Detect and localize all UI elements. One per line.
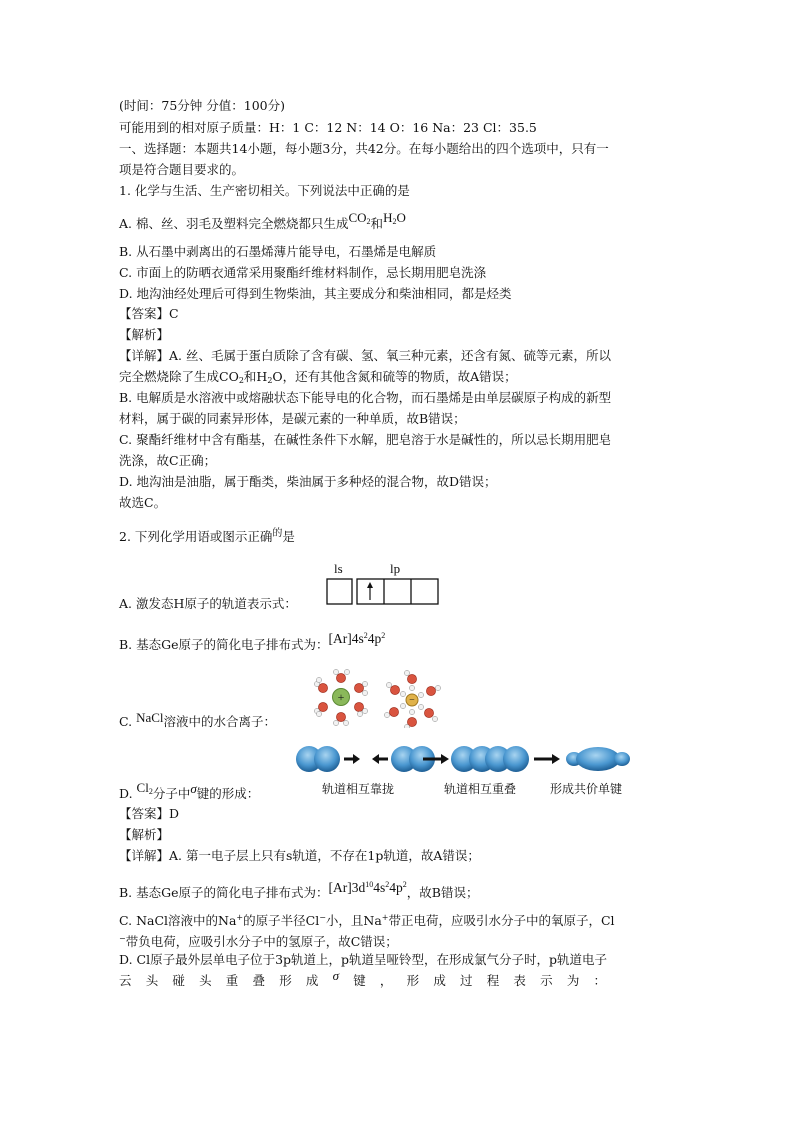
ge-config-correct: $[Ar]3d^{10}4s^24p^2$ [328,880,407,895]
step1-label: 轨道相互靠拢 [322,782,395,796]
section-intro-line2: 项是符合题目要求的。 [119,162,245,177]
q2-option-c: C. NaCl溶液中的水合离子： [119,710,277,729]
covalent-bond [566,747,630,771]
sigma-symbol: σ [332,968,354,983]
atomic-masses: 可能用到的相对原子质量：H：1 C：12 N：14 O：16 Na：23 Cl：35.5 [119,120,537,135]
q2-detail-c-line2: −带负电荷，应吸引水分子中的氢原子，故C错误； [119,934,398,949]
q2-answer: 【答案】D [119,806,180,821]
q1-option-a [119,210,406,236]
q1-analysis-heading: 【解析】 [119,327,170,342]
section-intro-line1: 一、选择题：本题共14小题，每小题3分，共42分。在每小题给出的四个选项中，只有一 [119,141,609,156]
q1-detail-c-line2: 洗涤，故C正确； [119,453,217,468]
orbital-1s-label: ls [334,561,343,576]
hydrated-ions-diagram [308,666,448,728]
q1-detail-b-line1: B. 电解质是水溶液中或熔融状态下能导电的化合物，而石墨烯是由单层碳原子构成的新型 [119,390,612,405]
q2-detail-a: 【详解】A. 第一电子层上只有s轨道，不存在1p轨道，故A错误； [119,848,480,863]
sigma-symbol: σ [190,781,197,796]
q2-detail-c-line1: C. NaCl溶液中的Na+的原子半径Cl−小，且Na+带正电荷，应吸引水分子中的氧原子，Cl [119,913,615,928]
svg-text:−: − [409,695,415,706]
q1-option-c: C. 市面上的防晒衣通常采用聚酯纤维材料制作，忌长期用肥皂洗涤 [119,265,487,280]
q1-detail-b-line2: 材料，属于碳的同素异形体，是碳元素的一种单质，故B错误； [119,411,466,426]
orbital-box-1p [357,579,438,604]
q1-option-b: B. 从石墨中剥离出的石墨烯薄片能导电，石墨烯是电解质 [119,244,437,259]
orbitals-overlap [451,746,529,772]
orbital-box-1s [327,579,352,604]
q1-detail-a-line1: 【详解】A. 丝、毛属于蛋白质除了含有碳、氢、氧三种元素，还含有氮、硫等元素，所以 [119,348,611,363]
step3-label: 形成共价单键 [550,782,623,796]
step-arrow-icon [534,754,560,764]
q1-conclusion: 故选C。 [119,495,167,510]
q2-detail-d-line2: 云头碰头重叠形成σ键，形成过程表示为： [119,968,621,988]
q2-detail-b: B. 基态Ge原子的简化电子排布式为：$[Ar]3d^{10}4s^24p^2$，故B错误； [119,880,479,900]
orbital-diagram [326,578,440,606]
q1-stem: 1. 化学与生活、生产密切相关。下列说法中正确的是 [119,183,410,198]
hydrated-cl-ion [384,670,440,728]
q1-option-a-text: A. 棉、丝、羽毛及塑料完全燃烧都只生成 [119,216,349,231]
q2-option-d: D. $Cl_2$分子中σ键的形成： [119,780,260,801]
ge-config-formula: $[Ar]4s^24p^2$ [328,631,386,646]
q1-option-d: D. 地沟油经处理后可得到生物柴油，其主要成分和柴油相同，都是烃类 [119,286,512,301]
sigma-bond-formation-diagram [296,742,636,776]
electron-up-arrow-icon [367,582,373,600]
q2-detail-d-line1: D. Cl原子最外层单电子位于3p轨道上，p轨道呈哑铃型，在形成氯气分子时，p轨道电子 [119,952,608,967]
hydrated-na-ion [314,669,367,725]
step2-label: 轨道相互重叠 [444,782,517,796]
orbitals-approach [296,746,435,772]
orbital-1p-label: lp [390,561,401,576]
q1-detail-c-line1: C. 聚酯纤维材中含有酯基，在碱性条件下水解，肥皂溶于水是碱性的，所以忌长期用肥皂 [119,432,612,447]
q2-analysis-heading: 【解析】 [119,827,170,842]
h2o-formula: $H_2O$ [383,210,406,226]
q2-option-b: B. 基态Ge原子的简化电子排布式为：$[Ar]4s^24p^2$ [119,631,386,652]
cl2-formula: $Cl_2$ [136,780,153,796]
co2-formula: $CO_2$ [348,210,371,226]
nacl-formula: NaCl [136,710,164,725]
svg-text:+: + [337,690,345,704]
q2-stem: 2. 下列化学用语或图示正确$^的$是 [119,528,295,544]
q2-option-a: A. 激发态H原子的轨道表示式： [119,596,297,611]
q1-detail-d: D. 地沟油是油脂，属于酯类，柴油属于多种烃的混合物，故D错误； [119,474,497,489]
and-text: 和 [370,216,384,231]
q1-detail-a-line2: 完全燃烧除了生成$CO_2$和$H_2O$，还有其他含氮和硫等的物质，故A错误； [119,369,517,385]
exam-time-score: (时间：75分钟 分值：100分) [119,98,285,113]
q1-answer: 【答案】C [119,306,179,321]
